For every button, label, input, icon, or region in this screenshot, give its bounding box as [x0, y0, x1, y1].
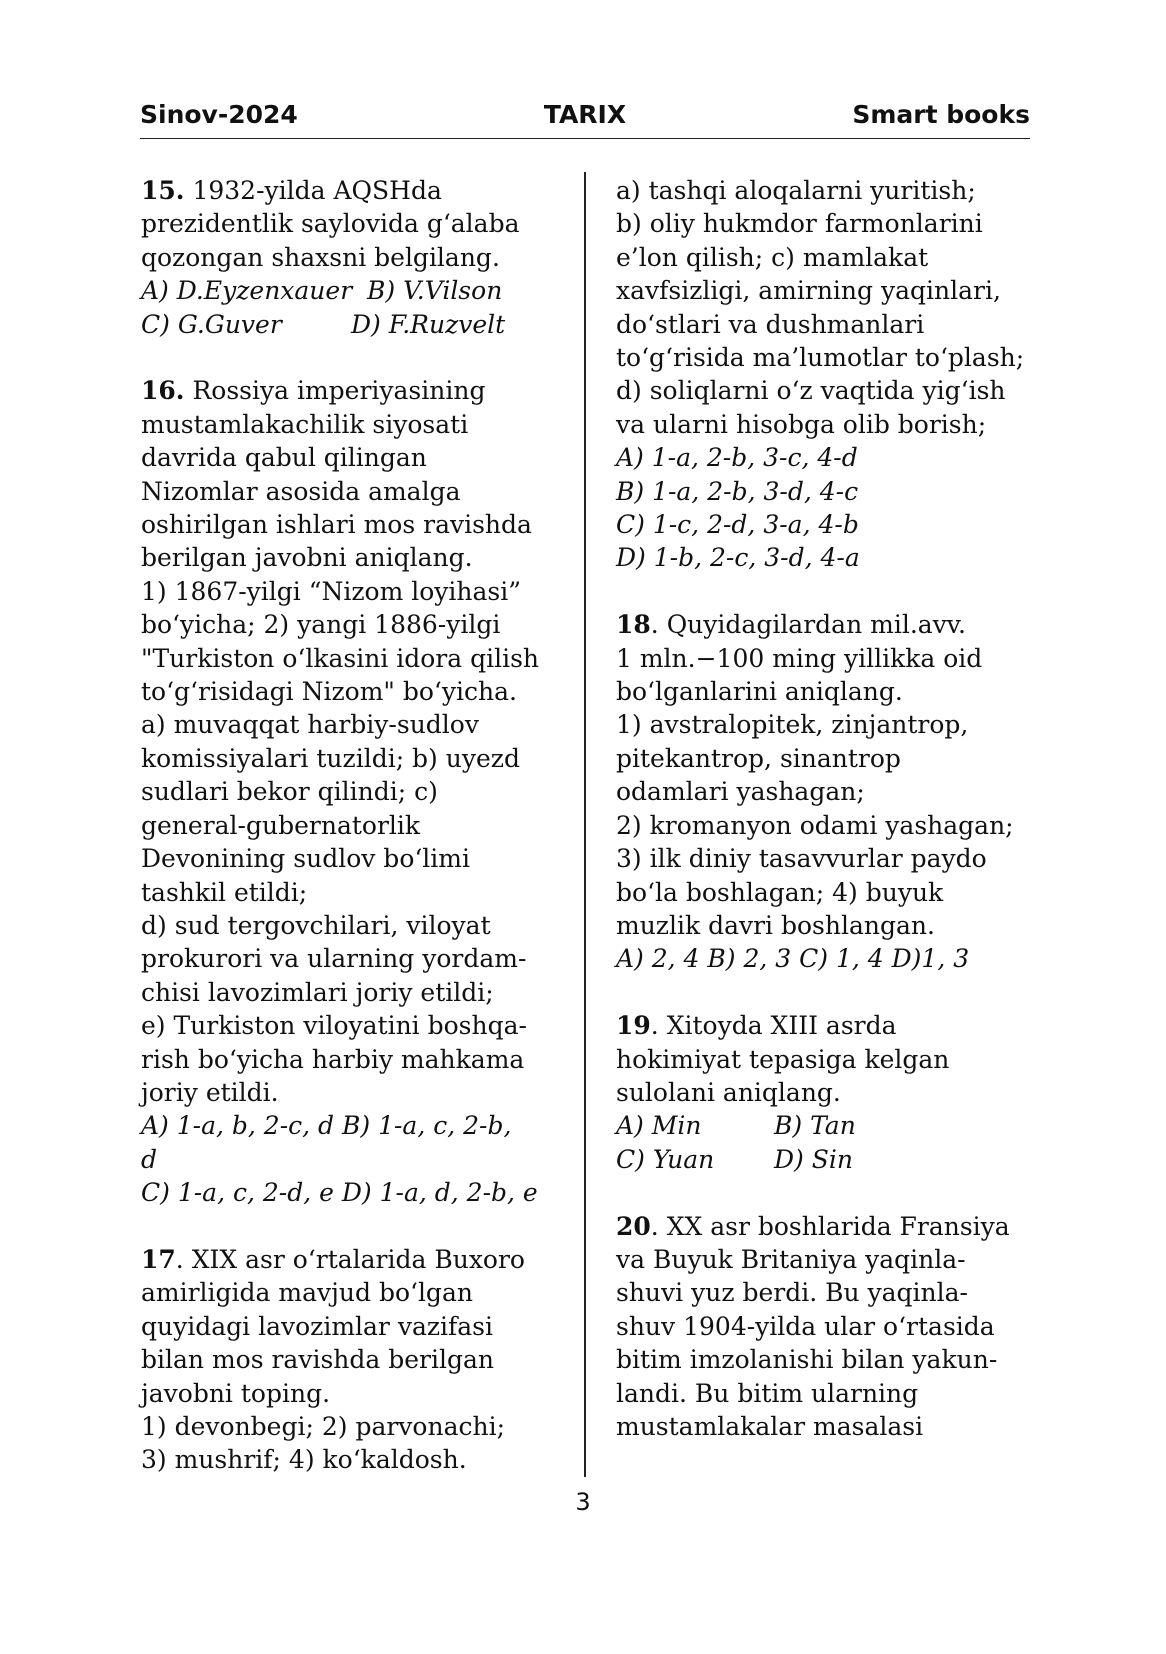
question-18-line-1	[616, 608, 1036, 641]
question-text: . Quyidagilardan mil.avv.	[650, 610, 966, 640]
question-text: e’lon qilish; c) mamlakat	[616, 242, 929, 272]
answer-option-d: D) 1-b, 2-c, 3-d, 4-a	[616, 543, 860, 573]
question-text: e) Turkiston viloyatini boshqa-	[141, 1011, 527, 1041]
question-text: bitim imzolanishi bilan yakun-	[616, 1345, 998, 1375]
question-text: . XIX asr o‘rtalarida Buxoro	[175, 1244, 525, 1274]
question-text: mustamlakalar masalasi	[616, 1411, 924, 1441]
question-text: joriy etildi.	[141, 1077, 279, 1107]
answer-option-c: C) Yuan	[616, 1144, 715, 1174]
question-text: 1) devonbegi; 2) parvonachi;	[141, 1412, 506, 1441]
question-text: bo‘yicha; 2) yangi 1886-yilgi	[141, 610, 501, 640]
header-subject: TARIX	[543, 100, 627, 129]
question-text: berilgan javobni aniqlang.	[141, 543, 473, 573]
question-20-line-1	[616, 1210, 1036, 1243]
header-publisher: Smart books	[852, 100, 1030, 129]
answer-option-b: B) V.Vilson	[367, 276, 503, 306]
question-17-continued	[616, 174, 1036, 575]
question-text: davrida qabul qilingan	[141, 443, 427, 473]
question-text: bo‘lganlarini aniqlang.	[616, 677, 903, 707]
question-text: oshirilgan ishlari mos ravishda	[141, 510, 532, 540]
answer-options-row: d	[141, 1144, 158, 1174]
answer-option-c: C) 1-c, 2-d, 3-a, 4-b	[616, 510, 859, 540]
column-divider	[584, 172, 586, 1477]
question-text: Rossiya imperiyasining	[192, 376, 486, 406]
question-text: do‘stlari va dushmanlari	[616, 309, 925, 339]
right-column	[616, 174, 1036, 1443]
answer-option-d: D) Sin	[774, 1144, 853, 1174]
question-text: bo‘la boshlagan; 4) buyuk	[616, 877, 944, 907]
question-17-line-1	[141, 1243, 571, 1276]
question-text: va Buyuk Britaniya yaqinla-	[616, 1244, 966, 1274]
question-text: general-gubernatorlik	[141, 810, 421, 840]
question-text: shuv 1904-yilda ular o‘rtasida	[616, 1311, 995, 1341]
question-text: bilan mos ravishda berilgan	[141, 1345, 494, 1375]
question-number: 17	[141, 1244, 176, 1274]
question-text: 3) mushrif; 4) ko‘kaldosh.	[141, 1445, 467, 1475]
question-text: to‘g‘risida ma’lumotlar to‘plash;	[616, 343, 1025, 373]
question-text: . Xitoyda XIII asrda	[650, 1011, 897, 1041]
left-column	[141, 174, 571, 1477]
question-text: a) tashqi aloqalarni yuritish;	[616, 176, 976, 205]
answer-options-row	[141, 308, 571, 341]
question-text: landi. Bu bitim ularning	[616, 1378, 919, 1408]
header-left-title: Sinov-2024	[140, 100, 298, 129]
question-20	[616, 1210, 1036, 1444]
question-text: 3) ilk diniy tasavvurlar paydo	[616, 844, 987, 874]
question-text: qozongan shaxsni belgilang.	[141, 242, 500, 272]
answer-option-a: A) 1-a, 2-b, 3-c, 4-d	[616, 443, 858, 473]
question-number: 19	[616, 1011, 651, 1041]
question-number: 20	[616, 1211, 651, 1241]
answer-option-a: A) Min	[616, 1111, 702, 1141]
question-15-line-1	[141, 174, 571, 207]
answer-options-row: A) 1-a, b, 2-c, d B) 1-a, c, 2-b,	[141, 1111, 512, 1141]
question-17	[141, 1243, 571, 1477]
question-number: 15.	[141, 176, 185, 205]
answer-option-b: B) 1-a, 2-b, 3-d, 4-c	[616, 476, 859, 506]
question-number: 16.	[141, 376, 185, 406]
question-text: Devonining sudlov bo‘limi	[141, 844, 471, 874]
question-text: komissiyalari tuzildi; b) uyezd	[141, 743, 520, 773]
question-text: tashkil etildi;	[141, 877, 308, 907]
question-text: muzlik davri boshlangan.	[616, 910, 935, 940]
question-text: shuvi yuz berdi. Bu yaqinla-	[616, 1278, 968, 1308]
question-15	[141, 174, 571, 341]
question-text: sulolani aniqlang.	[616, 1077, 841, 1107]
question-text: "Turkiston o‘lkasini idora qilish	[141, 643, 540, 673]
question-text: d) sud tergovchilari, viloyat	[141, 910, 491, 940]
question-text: 1) 1867-yilgi “Nizom loyihasi”	[141, 576, 522, 606]
question-text: chisi lavozimlari joriy etildi;	[141, 977, 494, 1007]
question-19-line-1	[616, 1009, 1036, 1042]
answer-option-c: C) G.Guver	[141, 309, 282, 339]
question-18	[616, 608, 1036, 975]
question-text: quyidagi lavozimlar vazifasi	[141, 1311, 494, 1341]
question-16-line-1	[141, 374, 571, 407]
question-text: to‘g‘risidagi Nizom" bo‘yicha.	[141, 677, 517, 707]
question-text: d) soliqlarni o‘z vaqtida yig‘ish	[616, 376, 1006, 406]
question-text: pitekantrop, sinantrop	[616, 743, 901, 773]
question-text: prezidentlik saylovida g‘alaba	[141, 209, 520, 239]
question-text: 1) avstralopitek, zinjantrop,	[616, 710, 969, 740]
page-header	[140, 100, 1030, 139]
question-text: hokimiyat tepasiga kelgan	[616, 1044, 950, 1074]
question-text: sudlari bekor qilindi; c)	[141, 777, 438, 807]
question-19	[616, 1009, 1036, 1176]
question-text: prokurori va ularning yordam-	[141, 944, 527, 974]
question-text: xavfsizligi, amirning yaqinlari,	[616, 276, 1001, 306]
answer-option-d: D) F.Ruzvelt	[351, 309, 506, 339]
question-text: rish bo‘yicha harbiy mahkama	[141, 1044, 525, 1074]
answer-options-row	[616, 1109, 1036, 1142]
question-text: b) oliy hukmdor farmonlarini	[616, 209, 983, 239]
question-text: odamlari yashagan;	[616, 777, 865, 807]
page-number: 3	[575, 1488, 591, 1516]
question-text: mustamlakachilik siyosati	[141, 409, 469, 439]
question-text: 1 mln.−100 ming yillikka oid	[616, 643, 983, 673]
answer-option-b: B) Tan	[774, 1111, 856, 1141]
question-text: 1932-yilda AQSHda	[192, 176, 442, 205]
question-text: 2) kromanyon odami yashagan;	[616, 810, 1014, 840]
question-text: Nizomlar asosida amalga	[141, 476, 461, 506]
answer-options-row	[616, 1143, 1036, 1176]
answer-option-a: A) D.Eyzenxauer	[141, 276, 353, 306]
answer-options-row: C) 1-a, c, 2-d, e D) 1-a, d, 2-b, e	[141, 1178, 538, 1208]
answer-options-row: A) 2, 4 B) 2, 3 C) 1, 4 D)1, 3	[616, 944, 970, 974]
question-number: 18	[616, 610, 651, 640]
question-text: . XX asr boshlarida Fransiya	[650, 1211, 1010, 1241]
question-text: javobni toping.	[141, 1378, 331, 1408]
question-text: va ularni hisobga olib borish;	[616, 409, 987, 439]
answer-options-row	[141, 274, 571, 307]
question-text: amirligida mavjud bo‘lgan	[141, 1278, 473, 1308]
question-text: a) muvaqqat harbiy-sudlov	[141, 710, 479, 740]
question-16	[141, 374, 571, 1209]
